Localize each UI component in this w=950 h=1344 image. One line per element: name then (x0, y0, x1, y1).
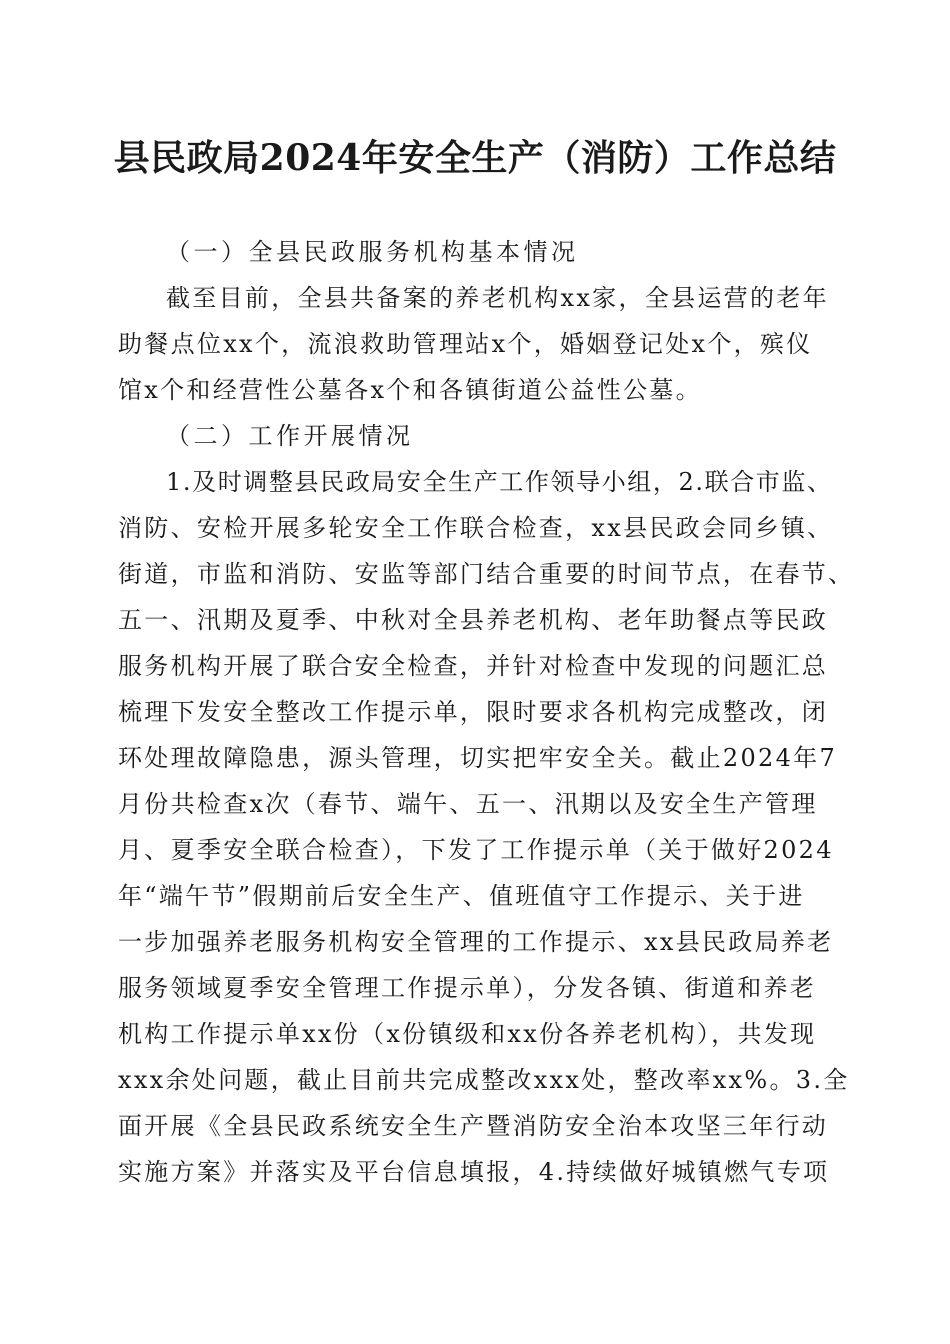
paragraph-line: xxx余处问题，截止目前共完成整改xxx处，整改率xx%。3.全 (118, 1066, 850, 1094)
paragraph-line: 消防、安检开展多轮安全工作联合检查，xx县民政会同乡镇、 (118, 514, 834, 542)
paragraph-line: 机构工作提示单xx份（x份镇级和xx份各养老机构），共发现 (118, 1020, 817, 1048)
paragraph-line: 五一、汛期及夏季、中秋对全县养老机构、老年助餐点等民政 (118, 606, 829, 634)
paragraph-line: 月份共检查x次（春节、端午、五一、汛期以及安全生产管理 (118, 790, 818, 818)
document-body (118, 229, 855, 1195)
paragraph-line: 实施方案》并落实及平台信息填报，4.持续做好城镇燃气专项 (118, 1158, 830, 1186)
document-title: 县民政局2024年安全生产（消防）工作总结 (113, 137, 837, 179)
paragraph-line: 一步加强养老服务机构安全管理的工作提示、xx县民政局养老 (118, 928, 834, 956)
paragraph-line: 1.及时调整县民政局安全生产工作领导小组，2.联合市监、 (166, 468, 833, 496)
paragraph-line: 环处理故障隐患，源头管理，切实把牢安全关。截止2024年7 (118, 744, 838, 772)
paragraph-line: 月、夏季安全联合检查），下发了工作提示单（关于做好2024 (118, 836, 834, 864)
paragraph-line: 年“端午节”假期前后安全生产、值班值守工作提示、关于进 (118, 882, 805, 910)
paragraph-line: 馆x个和经营性公墓各x个和各镇街道公益性公墓。 (118, 376, 702, 404)
section-heading-work-progress: （二）工作开展情况 (166, 422, 414, 450)
paragraph-line: 服务机构开展了联合安全检查，并针对检查中发现的问题汇总 (118, 652, 829, 680)
paragraph-line: 梳理下发安全整改工作提示单，限时要求各机构完成整改，闭 (118, 698, 829, 726)
paragraph-line: 街道，市监和消防、安监等部门结合重要的时间节点，在春节、 (118, 560, 855, 588)
section-heading-basic-situation: （一）全县民政服务机构基本情况 (166, 238, 579, 266)
paragraph-line: 截至目前，全县共备案的养老机构xx家，全县运营的老年 (166, 284, 829, 312)
paragraph-line: 面开展《全县民政系统安全生产暨消防安全治本攻坚三年行动 (118, 1112, 829, 1140)
paragraph-line: 助餐点位xx个，流浪救助管理站x个，婚姻登记处x个，殡仪 (118, 330, 813, 358)
paragraph-line: 服务领域夏季安全管理工作提示单），分发各镇、街道和养老 (118, 974, 817, 1002)
